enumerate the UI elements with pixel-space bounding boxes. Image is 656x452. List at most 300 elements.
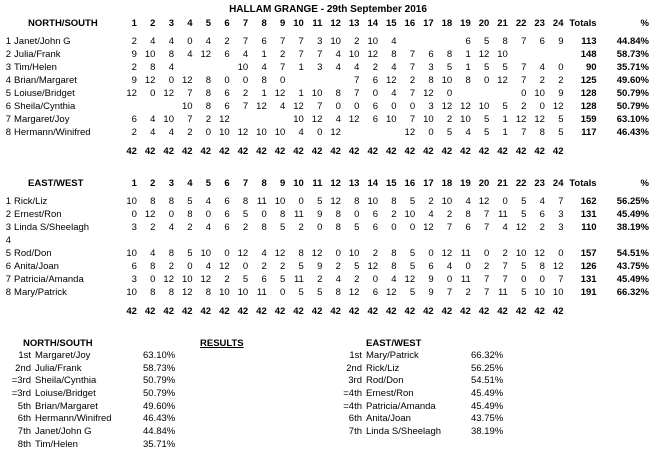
pair-names: Rick/Liz [14,196,48,207]
north-south-label: NORTH/SOUTH [28,18,98,29]
result-rank: 2nd [346,362,362,374]
board-score: 7 [521,127,527,138]
board-score: 12 [423,222,434,233]
board-number-header: 12 [330,178,341,189]
board-score: 4 [465,196,471,207]
board-score [437,234,456,247]
board-score: 2 [446,114,453,125]
board-score: 10 [534,88,545,99]
board-score: 7 [242,101,249,112]
empty-cell [11,305,121,318]
pair-total: 131 [580,274,597,285]
board-score: 2 [484,261,490,272]
board-score: 8 [391,248,397,259]
board-score [140,100,159,113]
pair-total: 128 [580,101,597,112]
board-score: 7 [502,274,508,285]
board-score [196,234,215,247]
board-score: 3 [131,222,137,233]
pair-names: Anita/Joan [14,261,59,272]
column-total: 42 [163,306,174,317]
board-score [233,234,252,247]
board-score [177,234,196,247]
board-score: 0 [539,274,545,285]
board-score: 5 [242,209,249,220]
board-score: 10 [367,196,379,207]
board-number-header: 23 [534,18,545,29]
board-score: 7 [317,101,323,112]
pair-total: 148 [580,49,597,60]
result-percentage: 54.51% [471,375,504,387]
board-score: 9 [428,274,434,285]
board-score [511,48,530,61]
result-percentage: 50.79% [143,375,176,387]
board-score: 1 [298,88,304,99]
board-score: 4 [354,62,360,73]
board-score: 6 [224,209,230,220]
pair-percentage: 63.10% [616,114,649,125]
pair-number: 7 [5,114,12,125]
board-score: 12 [181,287,193,298]
board-score: 0 [168,209,174,220]
results-section [0,337,656,451]
results-ew-label: EAST/WEST [366,338,422,349]
column-total: 42 [237,306,249,317]
board-score: 7 [446,222,453,233]
board-score: 3 [317,36,323,47]
board-score: 12 [385,75,397,86]
board-score: 1 [502,114,508,125]
result-row [10,439,175,452]
board-score [455,234,474,247]
board-score: 4 [150,248,156,259]
column-total: 42 [330,306,341,317]
board-score: 1 [261,49,267,60]
board-score: 10 [237,62,249,73]
result-row [331,363,503,376]
result-row [331,426,503,439]
results-ns-label: NORTH/SOUTH [23,338,93,349]
board-score: 2 [168,261,174,272]
board-score: 8 [205,75,212,86]
column-total: 42 [274,306,286,317]
column-total: 42 [348,146,360,157]
column-total: 42 [367,146,379,157]
pair-percentage: 66.32% [616,287,649,298]
empty-cell [11,145,121,158]
board-number-header: 17 [423,18,434,29]
board-score: 7 [409,49,416,60]
board-score: 0 [428,248,434,259]
board-score: 0 [279,287,286,298]
board-score: 2 [131,36,137,47]
board-score: 0 [187,261,193,272]
pair-row [0,74,655,87]
board-number-header: 7 [242,18,249,29]
board-number-header: 9 [279,18,286,29]
board-number-header: 4 [187,18,193,29]
board-score: 0 [391,222,397,233]
pair-row [0,48,655,61]
result-percentage: 58.73% [143,362,176,374]
board-score: 4 [150,36,156,47]
pair-names: Brian/Margaret [14,75,77,86]
board-score: 4 [261,248,267,259]
board-score: 5 [298,287,304,298]
board-number-header: 16 [404,178,416,189]
board-number-header: 21 [497,178,508,189]
board-score: 4 [279,101,286,112]
board-score: 8 [335,222,341,233]
board-score: 6 [372,75,379,86]
board-score: 12 [144,209,156,220]
board-score: 2 [335,261,341,272]
board-number-header: 24 [552,18,564,29]
board-score: 10 [126,287,137,298]
board-score: 0 [298,196,304,207]
board-score: 0 [354,101,360,112]
board-score: 2 [242,88,249,99]
board-score: 11 [497,209,508,220]
board-score: 2 [279,49,286,60]
board-score [251,113,270,126]
board-number-header: 22 [515,178,527,189]
result-percentage: 35.71% [143,438,176,450]
board-score: 5 [446,127,453,138]
result-pair-names: Sheila/Cynthia [35,375,97,387]
result-rank: 1st [18,350,31,361]
board-score: 7 [298,36,304,47]
board-score: 12 [348,287,360,298]
board-score: 0 [521,88,527,99]
board-score: 10 [163,114,174,125]
board-score: 11 [256,196,267,207]
result-pair-names: Brian/Margaret [35,400,98,412]
board-number-header: 1 [131,178,137,189]
board-score: 12 [404,274,416,285]
results-heading: RESULTS [200,338,244,349]
pair-number: 2 [5,209,12,220]
pair-percentage: 58.73% [616,49,649,60]
board-score: 10 [404,209,416,220]
board-score: 8 [428,75,434,86]
board-score: 10 [515,248,527,259]
pair-row [0,286,655,299]
board-score: 10 [219,127,230,138]
result-pair-names: Patricia/Amanda [366,400,436,412]
board-score: 8 [502,36,508,47]
board-score: 2 [279,261,286,272]
pair-row [0,113,655,126]
column-total: 42 [200,306,212,317]
board-score [400,234,419,247]
board-score: 7 [521,75,527,86]
board-score: 7 [279,36,286,47]
result-rank: 1st [349,350,362,361]
board-score: 4 [150,114,156,125]
result-row [10,413,175,426]
pair-row [0,35,655,48]
board-score: 4 [465,127,471,138]
column-total: 42 [330,146,341,157]
board-score [474,87,493,100]
board-score: 11 [256,287,267,298]
pair-number: 4 [5,75,12,86]
board-score: 5 [409,196,416,207]
board-score: 7 [484,209,490,220]
board-score: 0 [168,75,174,86]
board-score: 6 [372,209,379,220]
board-score [214,234,233,247]
result-rank: 7th [348,426,362,438]
board-number-header: 14 [367,178,379,189]
board-score: 12 [219,114,230,125]
result-row [331,350,503,363]
board-score [233,113,252,126]
board-score: 8 [354,196,360,207]
board-score: 8 [187,209,193,220]
pair-names: Patricia/Amanda [14,274,84,285]
board-score: 6 [539,209,545,220]
board-score: 0 [428,127,434,138]
result-pair-names: Janet/John G [35,426,92,438]
board-score: 2 [131,62,137,73]
result-percentage: 49.60% [143,400,176,412]
board-number-header: 2 [150,18,156,29]
board-score: 0 [187,36,193,47]
board-score [307,234,326,247]
board-score: 10 [219,287,230,298]
pair-row [0,195,655,208]
board-score: 4 [168,36,174,47]
board-score: 10 [385,114,397,125]
board-score: 3 [131,274,137,285]
board-score [511,234,530,247]
result-percentage: 46.43% [143,413,176,425]
board-score: 12 [441,101,453,112]
board-score: 12 [163,88,174,99]
result-percentage: 50.79% [143,388,176,400]
board-score: 7 [409,114,416,125]
board-score: 4 [391,88,397,99]
board-score [381,126,400,139]
pair-total: 191 [580,287,597,298]
column-total: 42 [478,306,490,317]
board-score: 8 [391,49,397,60]
board-score: 0 [335,101,341,112]
column-total: 42 [460,146,471,157]
pair-number: 5 [5,88,12,99]
board-score: 2 [242,222,249,233]
pair-percentage: 56.25% [616,196,649,207]
board-score: 2 [224,274,230,285]
column-total: 42 [348,306,360,317]
board-score: 5 [521,196,527,207]
pair-names: Ernest/Ron [14,209,62,220]
totals-column-header: Totals [569,178,597,189]
board-score [548,48,567,61]
board-score: 5 [484,62,490,73]
board-score: 7 [242,36,249,47]
board-score: 6 [465,222,471,233]
pair-total: 117 [581,127,597,138]
board-number-header: 3 [168,18,174,29]
pair-total: 126 [580,261,597,272]
board-score: 10 [348,49,360,60]
board-score: 10 [311,88,323,99]
board-score: 12 [478,196,490,207]
board-score [177,61,196,74]
board-score: 0 [465,261,471,272]
board-score [492,87,511,100]
board-score: 8 [391,196,397,207]
board-score: 8 [335,88,341,99]
board-score: 12 [126,88,137,99]
board-score: 2 [131,127,137,138]
board-score: 12 [311,248,323,259]
result-row [10,426,175,439]
board-score: 2 [372,248,379,259]
pair-names: Mary/Patrick [14,287,67,298]
board-score: 0 [484,75,490,86]
board-score: 5 [242,274,249,285]
empty-cell [566,145,604,158]
pair-total: 113 [581,36,597,47]
board-score: 6 [224,101,230,112]
pair-names: Tim/Helen [14,62,57,73]
result-row [331,401,503,414]
board-score: 4 [187,49,193,60]
board-score: 5 [484,36,490,47]
pair-percentage: 45.49% [616,209,649,220]
board-score: 4 [168,62,174,73]
result-row [10,363,175,376]
board-score: 7 [558,274,564,285]
column-total: 42 [126,306,137,317]
ew_table-body [0,190,655,318]
board-number-header: 21 [497,18,508,29]
board-score: 2 [261,261,267,272]
board-score: 8 [168,248,174,259]
pair-row [0,260,655,273]
board-score: 10 [552,287,564,298]
pair-names: Linda S/Sheelagh [14,222,90,233]
board-score: 2 [502,248,508,259]
board-score: 12 [441,248,453,259]
board-score: 0 [317,127,323,138]
pair-percentage: 45.49% [616,274,649,285]
pair-row [0,273,655,286]
board-score: 7 [521,62,527,73]
board-score: 3 [428,101,434,112]
result-row [331,375,503,388]
board-score: 2 [465,287,471,298]
pair-number: 1 [5,196,12,207]
column-total: 42 [181,306,193,317]
board-score [288,234,307,247]
board-number-header: 13 [348,18,360,29]
pair-total: 128 [580,88,597,99]
board-score: 6 [131,261,137,272]
result-pair-names: Linda S/Sheelagh [366,426,442,438]
column-total: 42 [460,306,471,317]
board-score [400,35,419,48]
result-row [10,388,175,401]
column-total: 42 [256,306,267,317]
column-total: 42 [144,146,156,157]
board-score: 0 [242,75,249,86]
result-percentage: 66.32% [471,350,504,361]
board-score: 10 [181,274,193,285]
column-total: 42 [441,306,453,317]
board-score [418,35,437,48]
board-number-header: 8 [261,18,267,29]
board-number-header: 10 [293,178,304,189]
pair-row [0,126,655,139]
column-total: 42 [237,146,249,157]
board-score: 11 [460,248,471,259]
column-total: 42 [552,146,564,157]
board-score: 6 [465,36,471,47]
pair-total: 157 [580,248,597,259]
board-score: 0 [205,209,212,220]
board-score: 4 [502,222,508,233]
board-score: 8 [298,248,304,259]
board-score: 8 [539,261,545,272]
board-score: 10 [330,36,341,47]
pair-total: 90 [586,62,597,73]
board-score: 1 [502,127,508,138]
column-total: 42 [219,146,230,157]
board-number-header: 11 [312,18,323,29]
board-score: 9 [131,75,137,86]
board-score: 12 [404,127,416,138]
board-number-header: 17 [423,178,434,189]
board-score: 12 [181,75,193,86]
board-score: 0 [224,75,230,86]
board-score: 7 [409,88,416,99]
board-score: 0 [372,88,379,99]
pair-percentage: 54.51% [616,248,649,259]
column-total: 42 [274,146,286,157]
board-score: 10 [478,101,490,112]
board-score: 6 [372,287,379,298]
result-rank: 7th [17,426,31,438]
totals-column-header: Totals [569,18,597,29]
board-score: 4 [205,261,212,272]
board-score: 5 [354,261,360,272]
pair-number: 5 [5,248,12,259]
board-score: 12 [367,261,379,272]
board-score: 9 [428,287,434,298]
board-score: 10 [256,127,267,138]
pair-number: 3 [5,62,12,73]
column-total: 42 [515,306,527,317]
result-pair-names: Loiuse/Bridget [35,388,96,400]
column-total: 42 [423,146,434,157]
board-score: 2 [354,274,360,285]
board-score [158,234,177,247]
board-score: 4 [391,274,397,285]
board-score: 2 [539,222,545,233]
board-score: 2 [539,75,545,86]
board-score [270,234,289,247]
board-score: 8 [150,62,156,73]
result-percentage: 56.25% [471,362,504,374]
pair-number: 1 [5,36,12,47]
board-number-header: 10 [293,18,304,29]
board-score: 1 [298,62,304,73]
